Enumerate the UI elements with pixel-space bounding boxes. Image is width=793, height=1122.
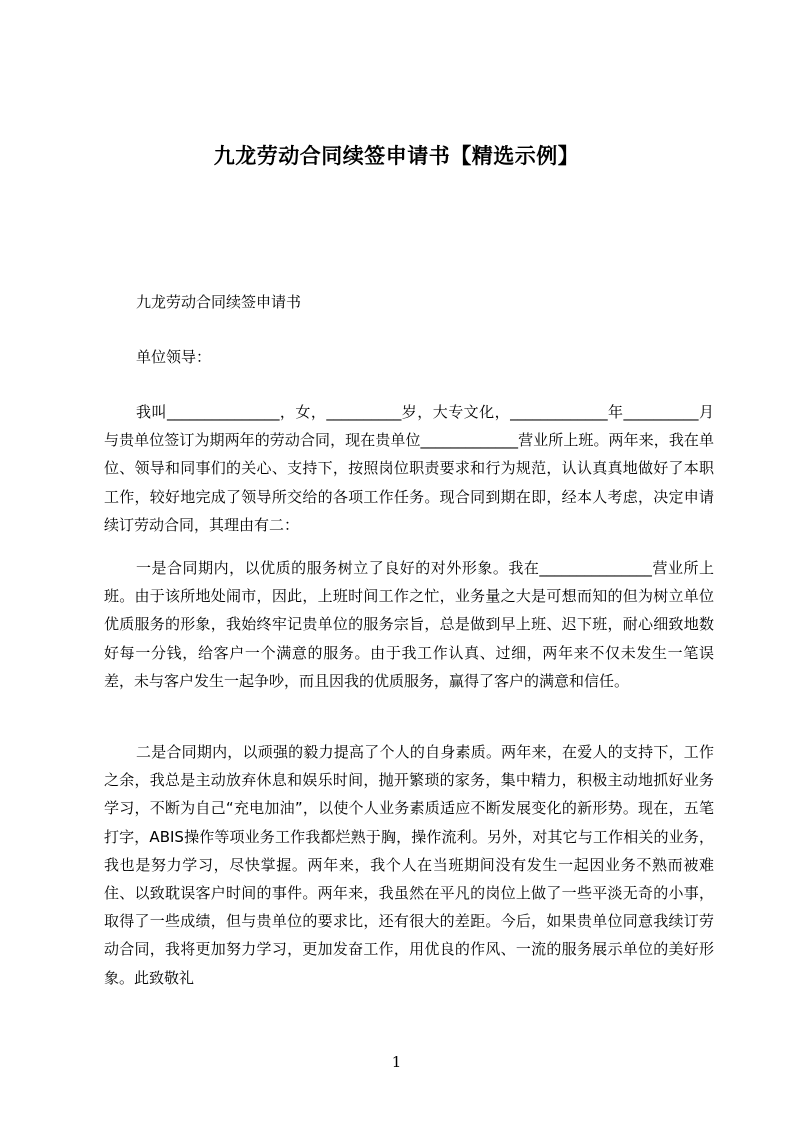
salutation: 单位领导：	[136, 348, 212, 366]
paragraph-reason-one: 一是合同期内，以优质的服务树立了良好的对外形象。我在_______________营业所上班。由于该所地处闹市，因此，上班时间工作之忙，业务量之大是可想而知的但为树立单位优质服务的形象，我始终牢记贵单位的服务宗旨，总是做到早上班、迟下班，耐心细致地数好每一分钱，给客户一个满意的服务。由于我工作认真、过细，两年来不仅未发生一笔误差，未与客户发生一起争吵，而且因我的优质服务，赢得了客户的满意和信任。	[104, 559, 714, 690]
page-number: 1	[391, 1053, 402, 1071]
document-heading: 九龙劳动合同续签申请书	[136, 293, 302, 311]
paragraph-reason-two: 二是合同期内，以顽强的毅力提高了个人的自身素质。两年来，在爱人的支持下，工作之余，我总是主动放弃休息和娱乐时间，抛开繁琐的家务，集中精力，积极主动地抓好业务学习，不断为自己“充电加油”，以使个人业务素质适应不断发展变化的新形势。现在，五笔打字，ABIS操作等项业务工作我都烂熟于胸，操作流利。另外，对其它与工作相关的业务，我也是努力学习，尽快掌握。两年来，我个人在当班期间没有发生一起因业务不熟而被难住、以致耽误客户时间的事件。两年来，我虽然在平凡的岗位上做了一些平淡无奇的小事，取得了一些成绩，但与贵单位的要求比，还有很大的差距。今后，如果贵单位同意我续订劳动合同，我将更加努力学习，更加发奋工作，用优良的作风、一流的服务展示单位的美好形象。此致敬礼	[104, 743, 714, 987]
document-title: 九龙劳动合同续签申请书【精选示例】	[213, 144, 580, 168]
paragraph-intro: 我叫_______________，女，__________岁，大专文化，_____________年__________月与贵单位签订为期两年的劳动合同，现在贵单位_____________营业所上班。两年来，我在单位、领导和同事们的关心、支持下，按照岗位职责要求和行为规范，认认真真地做好了本职工作，较好地完成了领导所交给的各项工作任务。现合同到期在即，经本人考虑，决定申请续订劳动合同，其理由有二：	[104, 403, 714, 534]
